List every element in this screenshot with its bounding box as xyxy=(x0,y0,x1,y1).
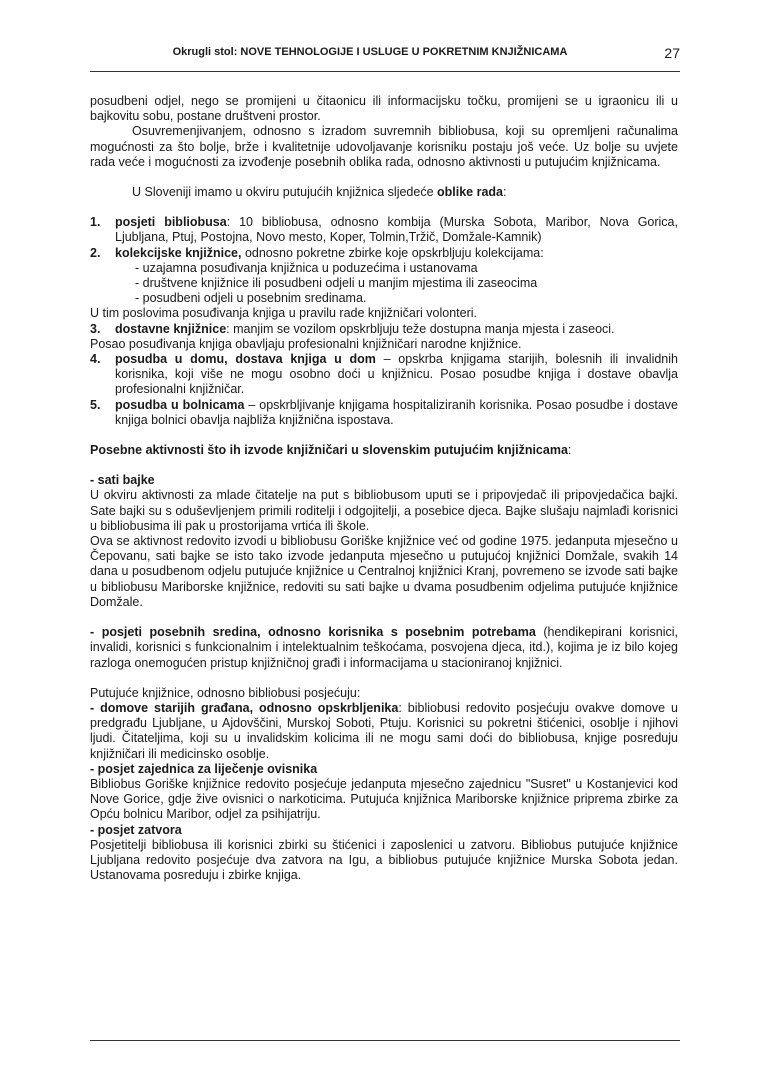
paragraph: Ova se aktivnost redovito izvodi u bibliobusu Goriške knjižnice već od godine 1975. jedanputa mjesečno u Čepovanu, sati bajke se isto tako izvode jedanputa mjesečno u putujućoj knjižnici Domžale, svakih 14 dana u posudbenom odjelu putujuće knjižnice u Centralnoj knjižnici Kranj, povremeno se izvode sati bajke u bibliobusu Mariborske knjižnice, redoviti su sati bajke u dvama posudbenim odjelima putujuće knjižnice Domžale. xyxy=(90,534,678,609)
paragraph: Osuvremenjivanjem, odnosno s izradom suvremnih bibliobusa, koji su opremljeni računalima mogućnosti za što bolje, brže i kvalitetnije udovoljavanje korisniku postaju još veće. Uz bolje su uvjete rada veće i mogućnosti za izvođenje posebnih oblika rada, odnosno aktivnosti u putujućim knjižnicama. xyxy=(90,124,678,169)
footer-rule xyxy=(90,1040,680,1041)
header-title: Okrugli stol: NOVE TEHNOLOGIJE I USLUGE U POKRETNIM KNJIŽNICAMA xyxy=(172,46,568,58)
list-item: 5. posudba u bolnicama – opskrbljivanje knjigama hospitaliziranih korisnika. Posao posudbe i dostave knjiga bolnici obavlja najbliža knjižnična ispostava. xyxy=(90,397,678,427)
paragraph: U tim poslovima posuđivanja knjiga u pravilu rade knjižničari volonteri. xyxy=(90,306,477,321)
subsection-heading: - sati bajke xyxy=(90,473,155,488)
paragraph: U okviru aktivnosti za mlade čitatelje na put s bibliobusom uputi se i pripovjedač ili pripovjedačica bajki. Sate bajki su s oduševljenjem primili roditelji i odgojitelji, a posebice djeca. Bajke slušaju najmlađi korisnici u bibliobusima ili pak u prostorijama vrtića ili škole. xyxy=(90,488,678,533)
page-number: 27 xyxy=(664,45,680,61)
header-rule xyxy=(90,71,680,72)
sub-item: - društvene knjižnice ili posudbeni odjeli u manjim mjestima ili zaseocima xyxy=(135,276,538,291)
list-item: 1. posjeti bibliobusa: 10 bibliobusa, odnosno kombija (Murska Sobota, Maribor, Nova Gorica, Ljubljana, Ptuj, Postojna, Novo mesto, Koper, Tolmin,Tržič, Domžale-Kamnik) xyxy=(90,215,678,245)
list-item: 4. posudba u domu, dostava knjiga u dom – opskrba knjigama starijih, bolesnih ili invalidnih korisnika, koji više ne mogu osobno doći u knjižnicu. Posao posudbe knjiga i dostave obavlja profesionalni knjižničar. xyxy=(90,352,678,397)
section-heading: Posebne aktivnosti što ih izvode knjižničari u slovenskim putujućim knjižnicama: xyxy=(90,443,572,458)
subsection-heading: - posjet zatvora xyxy=(90,822,182,837)
paragraph: - posjeti posebnih sredina, odnosno korisnika s posebnim potrebama (hendikepirani korisnici, invalidi, korisnici s funkcionalnim i intelektualnim teškoćama, posvojena djeca, itd.), kojima je iz bilo kojeg razloga onemogućen pristup knjižničnoj građi i informacijama u stacioniranoj knjižnici. xyxy=(90,625,678,670)
page-header xyxy=(90,46,680,72)
page-body xyxy=(90,94,678,883)
sub-item: - uzajamna posuđivanja knjižnica u poduzećima i ustanovama xyxy=(135,260,478,275)
paragraph: Posjetitelji bibliobusa ili korisnici zbirki su štićenici i zaposlenici u zatvoru. Bibliobus putujuće knjižnice Ljubljana redovito posjećuje dva zatvora na Igu, a bibliobus putujuće knjižnice Murska Sobota jedan. Ustanovama posreduju i zbirke knjiga. xyxy=(90,837,678,883)
paragraph: U Sloveniji imamo u okviru putujućih knjižnica sljedeće oblike rada: xyxy=(132,185,507,200)
paragraph: Putujuće knjižnice, odnosno bibliobusi posjećuju: xyxy=(90,685,361,700)
paragraph: Posao posuđivanja knjiga obavljaju profesionalni knjižničari narodne knjižnice. xyxy=(90,336,522,351)
paragraph: posudbeni odjel, nego se promijeni u čitaonicu ili informacijsku točku, promijeni se u igraonicu ili u bajkovitu sobu, postane društveni prostor. xyxy=(90,94,678,124)
paragraph: Bibliobus Goriške knjižnice redovito posjećuje jedanputa mjesečno zajednicu "Susret" u Kostanjevici kod Nove Gorice, gdje žive ovisnici o narkoticima. Putujuća knjižnica Mariborske knjižnice priprema zbirke za Opću bolnicu Maribor, odjel za psihijatriju. xyxy=(90,776,678,822)
paragraph: - domove starijih građana, odnosno opskrbljenika: bibliobusi redovito posjećuju ovakve domove u predgrađu Ljubljane, u Ajdovščini, Murskoj Soboti, Ptuju. Korisnici su pokretni štićenici, osoblje i njihovi ljudi. Čitateljima, koji su u invalidskim kolicima ili ne mogu sami doći do bibliobusa, knjige posreduju knjižničari ili medicinsko osoblje. xyxy=(90,700,678,761)
subsection-heading: - posjet zajednica za liječenje ovisnika xyxy=(90,761,318,776)
sub-item: - posudbeni odjeli u posebnim sredinama. xyxy=(135,291,367,306)
list-item: 2. kolekcijske knjižnice, odnosno pokretne zbirke koje opskrbljuju kolekcijama: xyxy=(90,245,544,260)
list-item: 3. dostavne knjižnice: manjim se vozilom opskrbljuju teže dostupna manja mjesta i zaseoci. xyxy=(90,321,615,336)
